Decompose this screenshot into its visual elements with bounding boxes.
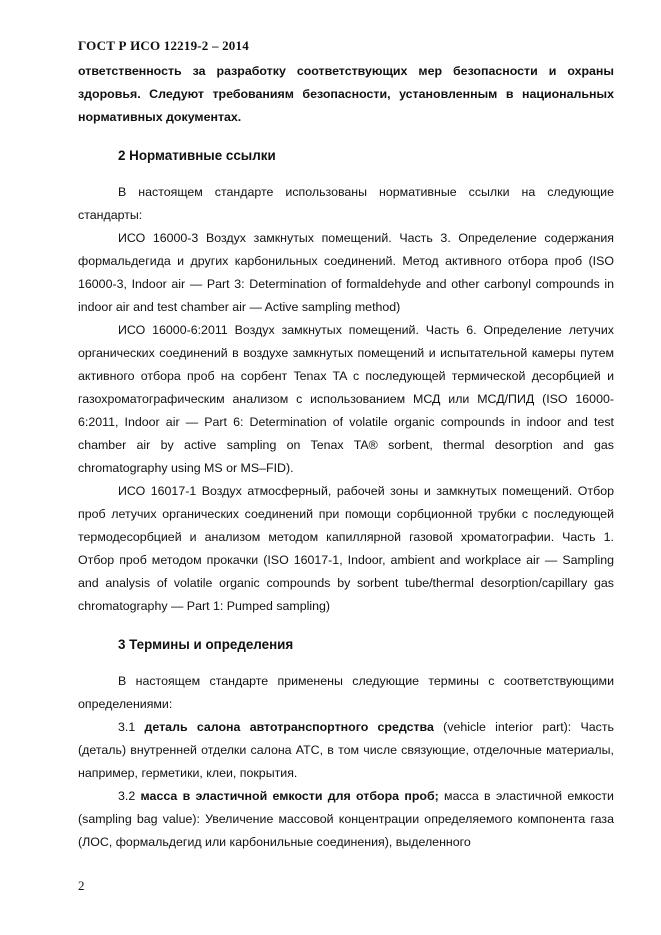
reference-item: ИСО 16000-3 Воздух замкнутых помещений. Часть 3. Определение содержания формальдегида и других карбонильных соединений. Метод активного отбора проб (ISO 16000-3, Indoor air — Part 3: Determination of formaldehyde and other carbonyl compounds in indoor air and test chamber air — Active sampling method) [78,231,614,314]
section-2-lead: В настоящем стандарте использованы нормативные ссылки на следующие стандарты: [78,185,614,222]
term-name: масса в эластичной емкости для отбора проб; [140,789,439,803]
reference-item: ИСО 16000-6:2011 Воздух замкнутых помещений. Часть 6. Определение летучих органических соединений в воздухе замкнутых помещений и испытательной камеры путем активного отбора проб на сорбент Tenax TA с последующей термической десорбцией и газохроматографическим анализом с использованием МСД или МСД/ПИД (ISO 16000-6:2011, Indoor air — Part 6: Determination of volatile organic compounds in indoor and test chamber air by active sampling on Tenax TA® sorbent, thermal desorption and gas chromatography using MS or MS–FID). [78,323,614,475]
reference-item: ИСО 16017-1 Воздух атмосферный, рабочей зоны и замкнутых помещений. Отбор проб летучих органических соединений при помощи сорбционной трубки с последующей термодесорбцией и анализом методом капиллярной газовой хроматографии. Часть 1. Отбор проб методом прокачки (ISO 16017-1, Indoor, ambient and workplace air — Sampling and analysis of volatile organic compounds by sorbent tube/thermal desorption/capillary gas chromatography — Part 1: Pumped sampling) [78,484,614,613]
term-number: 3.2 [118,789,136,803]
document-header: ГОСТ Р ИСО 12219-2 – 2014 [78,38,249,53]
term-definition [78,785,614,854]
term-definition [78,716,614,785]
document-body [78,60,614,854]
page-number: 2 [78,878,85,893]
section-3-lead: В настоящем стандарте применены следующие термины с соответствующими определениями: [78,674,614,711]
section-3-title: 3 Термины и определения [118,637,294,652]
term-name: деталь салона автотранспортного средства [144,720,434,734]
term-text: масса в эластичной емкости (sampling bag value): Увеличение массовой концентрации определяемого компонента газа (ЛОС, формальдегид или карбонильные соединения), выделенного [78,789,614,849]
term-text: (vehicle interior part): Часть (деталь) внутренней отделки салона АТС, в том числе связующие, отделочные материалы, например, герметики, клеи, покрытия. [78,720,614,780]
section-2-title: 2 Нормативные ссылки [118,148,276,163]
term-number: 3.1 [118,720,136,734]
intro-paragraph: ответственность за разработку соответствующих мер безопасности и охраны здоровья. Следуют требованиям безопасности, установленным в национальных нормативных документах. [78,64,614,124]
